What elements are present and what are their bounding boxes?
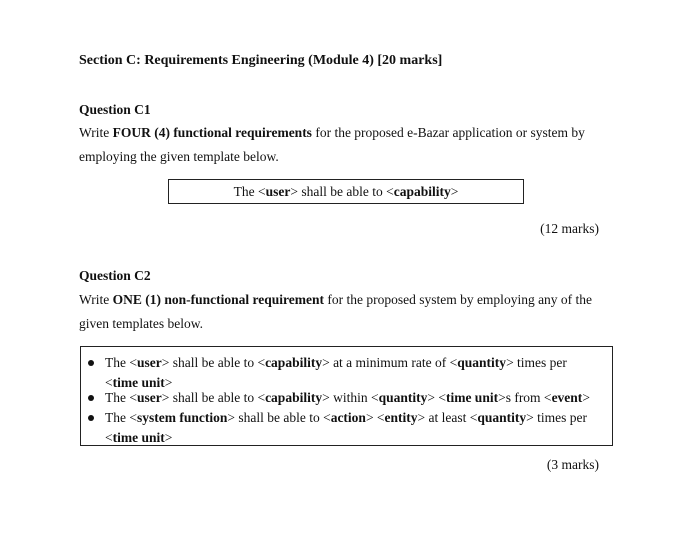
placeholder: user — [136, 355, 162, 370]
text: > shall be able to < — [227, 410, 331, 425]
text: Write — [79, 125, 113, 140]
text: > shall be able to < — [161, 390, 266, 405]
text: The < — [233, 183, 266, 199]
text: > at a minimum rate of < — [322, 355, 458, 370]
question-c1-line1 — [79, 121, 585, 145]
text: > — [582, 390, 590, 405]
template-line — [105, 408, 587, 427]
functional-requirement-template-box — [168, 179, 524, 204]
text: > at least < — [417, 410, 478, 425]
placeholder: capability — [265, 355, 323, 370]
text: > times per — [506, 355, 567, 370]
text: The < — [105, 410, 137, 425]
text: > — [164, 375, 173, 390]
placeholder: time unit — [112, 375, 165, 390]
text: for the proposed e-Bazar application or system by — [311, 125, 585, 140]
text: > shall be able to < — [161, 355, 266, 370]
question-c2-line2: given templates below. — [79, 316, 203, 331]
template-line — [105, 353, 567, 372]
placeholder: capability — [265, 390, 323, 405]
placeholder: quantity — [457, 355, 507, 370]
question-c2-marks: (3 marks) — [546, 457, 599, 472]
placeholder-user: user — [265, 183, 291, 199]
text: > shall be able to < — [290, 183, 394, 199]
template-line — [105, 388, 590, 407]
placeholder: quantity — [378, 390, 428, 405]
template-line-continuation — [105, 428, 172, 447]
question-c1-line2: employing the given template below. — [79, 149, 279, 164]
text: The < — [105, 390, 137, 405]
placeholder: event — [551, 390, 583, 405]
bullet-icon — [88, 360, 94, 366]
question-c2-line1 — [79, 288, 592, 312]
text: > times per — [526, 410, 588, 425]
text: < — [105, 430, 113, 445]
text: > — [450, 183, 459, 199]
text: > — [164, 430, 173, 445]
text: >s from < — [498, 390, 552, 405]
question-c1-marks: (12 marks) — [540, 221, 599, 236]
text: > < — [365, 410, 385, 425]
bullet-icon — [88, 415, 94, 421]
placeholder-capability: capability — [393, 183, 451, 199]
question-c2-title: Question C2 — [79, 268, 151, 283]
placeholder: entity — [384, 410, 418, 425]
text: for the proposed system by employing any of the — [323, 292, 593, 307]
non-functional-templates-box — [80, 346, 613, 446]
text: Write — [79, 292, 113, 307]
text: > < — [427, 390, 446, 405]
text: > within < — [322, 390, 379, 405]
placeholder: system function — [136, 410, 228, 425]
placeholder: time unit — [445, 390, 499, 405]
bullet-icon — [88, 395, 94, 401]
text: The < — [105, 355, 137, 370]
question-c1-title: Question C1 — [79, 102, 151, 117]
text: < — [105, 375, 113, 390]
emphasis-text: FOUR (4) functional requirements — [112, 125, 312, 140]
placeholder: user — [136, 390, 162, 405]
placeholder: action — [330, 410, 366, 425]
placeholder: quantity — [477, 410, 527, 425]
section-title: Section C: Requirements Engineering (Module 4) [20 marks] — [79, 53, 443, 68]
placeholder: time unit — [112, 430, 165, 445]
emphasis-text: ONE (1) non-functional requirement — [112, 292, 324, 307]
